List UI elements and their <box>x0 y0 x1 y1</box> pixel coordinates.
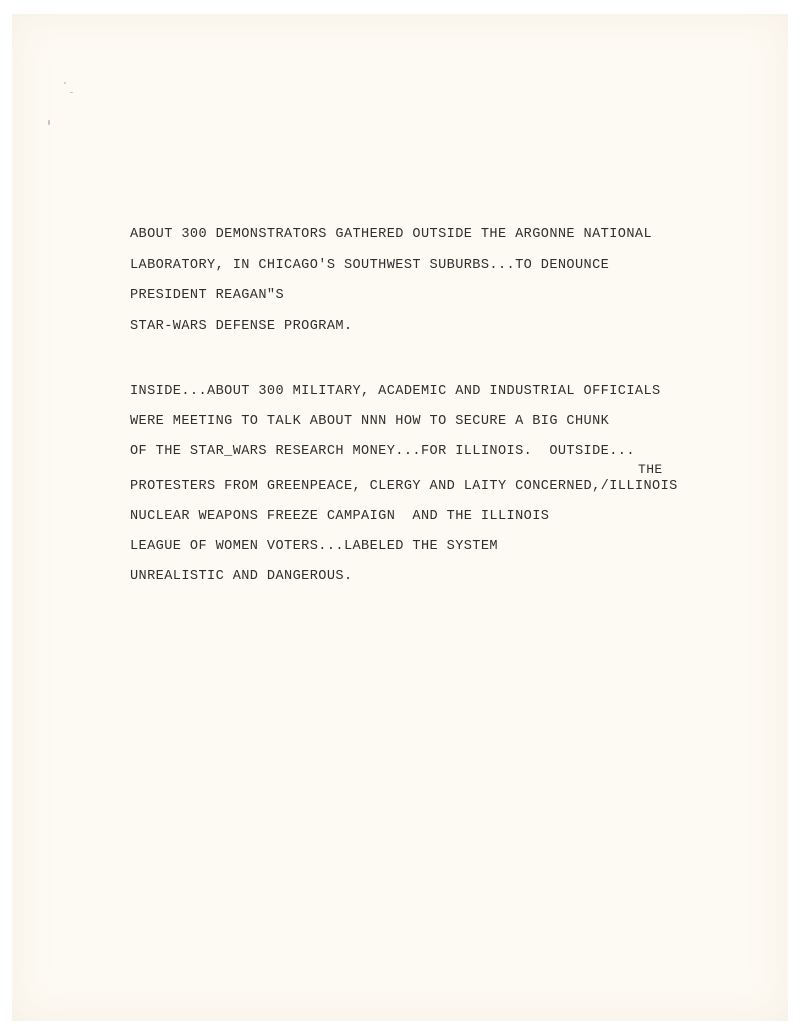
typed-line: WERE MEETING TO TALK ABOUT NNN HOW TO SECURE A BIG CHUNK <box>130 414 610 429</box>
typed-line: PROTESTERS FROM GREENPEACE, CLERGY AND LAITY CONCERNED,/ILLINOIS <box>130 479 678 494</box>
typed-line: LABORATORY, IN CHICAGO'S SOUTHWEST SUBURBS...TO DENOUNCE <box>130 258 610 273</box>
typed-line: OF THE STAR_WARS RESEARCH MONEY...FOR ILLINOIS. OUTSIDE... <box>130 444 635 459</box>
paper-mark <box>70 92 73 93</box>
typed-line: INSIDE...ABOUT 300 MILITARY, ACADEMIC AND INDUSTRIAL OFFICIALS <box>130 384 661 399</box>
paper-mark <box>64 82 66 84</box>
typed-line: UNREALISTIC AND DANGEROUS. <box>130 569 353 584</box>
typed-line: STAR-WARS DEFENSE PROGRAM. <box>130 319 353 334</box>
typed-line: PRESIDENT REAGAN"S <box>130 288 285 303</box>
paper-mark <box>48 120 50 125</box>
typed-line: LEAGUE OF WOMEN VOTERS...LABELED THE SYSTEM <box>130 539 498 554</box>
handwritten-insertion: THE <box>638 462 663 477</box>
typed-line: NUCLEAR WEAPONS FREEZE CAMPAIGN AND THE ILLINOIS <box>130 509 550 524</box>
typed-line: ABOUT 300 DEMONSTRATORS GATHERED OUTSIDE THE ARGONNE NATIONAL <box>130 227 653 242</box>
